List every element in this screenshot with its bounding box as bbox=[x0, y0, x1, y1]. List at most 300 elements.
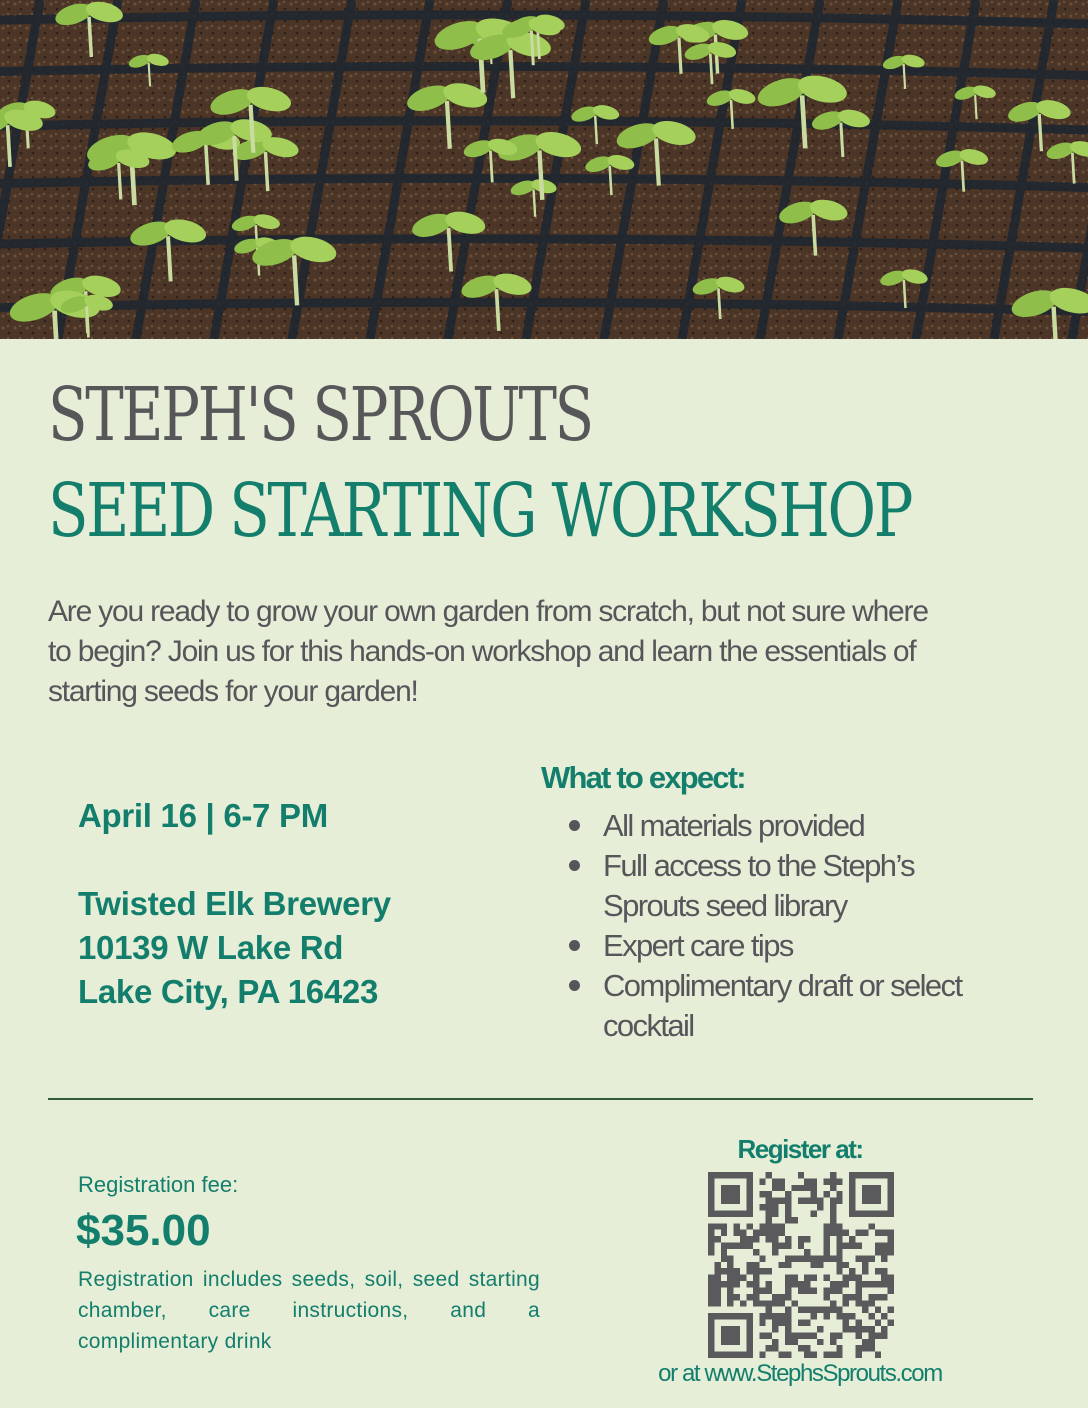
qr-module bbox=[862, 1198, 868, 1204]
qr-module bbox=[804, 1255, 810, 1261]
qr-module bbox=[766, 1230, 772, 1236]
qr-module bbox=[888, 1236, 894, 1242]
qr-module bbox=[734, 1352, 740, 1358]
qr-module bbox=[804, 1320, 810, 1326]
qr-module bbox=[868, 1300, 874, 1306]
qr-module bbox=[714, 1352, 720, 1358]
qr-module bbox=[708, 1345, 714, 1351]
qr-module bbox=[708, 1178, 714, 1184]
qr-module bbox=[849, 1243, 855, 1249]
qr-module bbox=[881, 1243, 887, 1249]
qr-module bbox=[772, 1345, 778, 1351]
qr-module bbox=[727, 1243, 733, 1249]
qr-module bbox=[881, 1249, 887, 1255]
qr-module bbox=[772, 1243, 778, 1249]
qr-module bbox=[830, 1281, 836, 1287]
qr-module bbox=[714, 1287, 720, 1293]
qr-module bbox=[746, 1339, 752, 1345]
qr-module bbox=[823, 1255, 829, 1261]
qr-module bbox=[759, 1255, 765, 1261]
qr-module bbox=[843, 1320, 849, 1326]
qr-module bbox=[785, 1320, 791, 1326]
qr-module bbox=[766, 1268, 772, 1274]
qr-module bbox=[830, 1352, 836, 1358]
qr-module bbox=[766, 1198, 772, 1204]
qr-module bbox=[804, 1178, 810, 1184]
qr-module bbox=[740, 1210, 746, 1216]
qr-module bbox=[779, 1352, 785, 1358]
qr-module bbox=[849, 1236, 855, 1242]
qr-module bbox=[875, 1243, 881, 1249]
qr-module bbox=[740, 1352, 746, 1358]
qr-module bbox=[888, 1249, 894, 1255]
qr-module bbox=[856, 1230, 862, 1236]
qr-module bbox=[862, 1230, 868, 1236]
qr-module bbox=[875, 1332, 881, 1338]
qr-module bbox=[862, 1191, 868, 1197]
qr-module bbox=[888, 1191, 894, 1197]
qr-module bbox=[881, 1230, 887, 1236]
qr-module bbox=[727, 1313, 733, 1319]
qr-module bbox=[727, 1191, 733, 1197]
qr-module bbox=[708, 1352, 714, 1358]
qr-module bbox=[811, 1185, 817, 1191]
qr-module bbox=[804, 1332, 810, 1338]
event-street: 10139 W Lake Rd bbox=[78, 929, 344, 966]
qr-module bbox=[881, 1210, 887, 1216]
qr-module bbox=[759, 1352, 765, 1358]
qr-module bbox=[868, 1339, 874, 1345]
qr-module bbox=[753, 1236, 759, 1242]
qr-module bbox=[785, 1287, 791, 1293]
qr-module bbox=[888, 1204, 894, 1210]
title-line-2: SEED STARTING WORKSHOP bbox=[48, 468, 912, 554]
qr-module bbox=[746, 1320, 752, 1326]
qr-module bbox=[785, 1313, 791, 1319]
qr-module bbox=[875, 1210, 881, 1216]
qr-module bbox=[753, 1262, 759, 1268]
qr-code-icon[interactable] bbox=[708, 1172, 894, 1358]
qr-module bbox=[727, 1255, 733, 1261]
qr-module bbox=[811, 1313, 817, 1319]
qr-module bbox=[721, 1268, 727, 1274]
fee-label: Registration fee: bbox=[78, 1172, 239, 1197]
qr-module bbox=[849, 1191, 855, 1197]
qr-module bbox=[830, 1185, 836, 1191]
qr-module bbox=[830, 1204, 836, 1210]
qr-module bbox=[727, 1287, 733, 1293]
qr-module bbox=[779, 1230, 785, 1236]
qr-module bbox=[721, 1281, 727, 1287]
qr-module bbox=[721, 1352, 727, 1358]
qr-module bbox=[830, 1178, 836, 1184]
qr-module bbox=[721, 1243, 727, 1249]
qr-module bbox=[830, 1198, 836, 1204]
qr-module bbox=[734, 1191, 740, 1197]
qr-module bbox=[843, 1313, 849, 1319]
qr-module bbox=[856, 1243, 862, 1249]
qr-module bbox=[772, 1236, 778, 1242]
qr-module bbox=[785, 1236, 791, 1242]
qr-module bbox=[888, 1172, 894, 1178]
qr-module bbox=[759, 1230, 765, 1236]
qr-module bbox=[721, 1191, 727, 1197]
qr-module bbox=[798, 1243, 804, 1249]
qr-module bbox=[856, 1332, 862, 1338]
qr-module bbox=[843, 1281, 849, 1287]
qr-module bbox=[779, 1243, 785, 1249]
qr-module bbox=[811, 1255, 817, 1261]
qr-module bbox=[759, 1223, 765, 1229]
qr-module bbox=[804, 1249, 810, 1255]
qr-module bbox=[785, 1326, 791, 1332]
qr-module bbox=[746, 1198, 752, 1204]
qr-module bbox=[766, 1307, 772, 1313]
qr-module bbox=[727, 1198, 733, 1204]
qr-module bbox=[708, 1198, 714, 1204]
qr-module bbox=[843, 1326, 849, 1332]
qr-module bbox=[823, 1313, 829, 1319]
qr-module bbox=[836, 1243, 842, 1249]
qr-module bbox=[868, 1223, 874, 1229]
qr-module bbox=[759, 1320, 765, 1326]
qr-module bbox=[708, 1243, 714, 1249]
qr-module bbox=[791, 1185, 797, 1191]
qr-module bbox=[714, 1210, 720, 1216]
qr-module bbox=[875, 1294, 881, 1300]
qr-module bbox=[849, 1172, 855, 1178]
qr-module bbox=[823, 1223, 829, 1229]
qr-module bbox=[746, 1185, 752, 1191]
qr-module bbox=[817, 1255, 823, 1261]
qr-module bbox=[708, 1287, 714, 1293]
qr-module bbox=[785, 1262, 791, 1268]
qr-module bbox=[875, 1307, 881, 1313]
qr-module bbox=[804, 1345, 810, 1351]
qr-module bbox=[708, 1230, 714, 1236]
qr-module bbox=[727, 1300, 733, 1306]
qr-module bbox=[843, 1262, 849, 1268]
qr-module bbox=[875, 1185, 881, 1191]
qr-module bbox=[856, 1210, 862, 1216]
qr-module bbox=[804, 1236, 810, 1242]
expect-list bbox=[566, 806, 1006, 1046]
qr-module bbox=[766, 1236, 772, 1242]
qr-module bbox=[791, 1275, 797, 1281]
qr-module bbox=[708, 1326, 714, 1332]
qr-module bbox=[746, 1210, 752, 1216]
qr-module bbox=[708, 1294, 714, 1300]
qr-module bbox=[727, 1275, 733, 1281]
qr-module bbox=[862, 1300, 868, 1306]
expect-heading: What to expect: bbox=[541, 760, 745, 795]
qr-module bbox=[830, 1230, 836, 1236]
qr-module bbox=[727, 1339, 733, 1345]
qr-module bbox=[721, 1185, 727, 1191]
qr-module bbox=[888, 1320, 894, 1326]
qr-module bbox=[734, 1281, 740, 1287]
event-date-time: April 16 | 6-7 PM bbox=[78, 797, 328, 834]
qr-module bbox=[734, 1243, 740, 1249]
qr-module bbox=[868, 1185, 874, 1191]
qr-module bbox=[766, 1172, 772, 1178]
qr-module bbox=[727, 1262, 733, 1268]
qr-module bbox=[779, 1198, 785, 1204]
qr-module bbox=[791, 1217, 797, 1223]
qr-module bbox=[740, 1300, 746, 1306]
qr-module bbox=[836, 1313, 842, 1319]
qr-module bbox=[746, 1313, 752, 1319]
qr-module bbox=[823, 1249, 829, 1255]
qr-module bbox=[779, 1262, 785, 1268]
qr-module bbox=[727, 1281, 733, 1287]
qr-module bbox=[721, 1223, 727, 1229]
qr-module bbox=[759, 1268, 765, 1274]
qr-module bbox=[868, 1198, 874, 1204]
qr-module bbox=[868, 1345, 874, 1351]
qr-module bbox=[779, 1294, 785, 1300]
qr-module bbox=[740, 1172, 746, 1178]
qr-module bbox=[875, 1249, 881, 1255]
qr-module bbox=[772, 1230, 778, 1236]
qr-module bbox=[804, 1287, 810, 1293]
qr-module bbox=[785, 1332, 791, 1338]
bullet-icon bbox=[569, 980, 580, 991]
qr-module bbox=[791, 1339, 797, 1345]
qr-module bbox=[830, 1307, 836, 1313]
website-link[interactable]: or at www.StephsSprouts.com bbox=[658, 1360, 942, 1387]
qr-module bbox=[798, 1185, 804, 1191]
qr-module bbox=[798, 1172, 804, 1178]
qr-module bbox=[843, 1243, 849, 1249]
qr-module bbox=[817, 1204, 823, 1210]
qr-module bbox=[746, 1268, 752, 1274]
qr-module bbox=[779, 1300, 785, 1306]
qr-module bbox=[856, 1352, 862, 1358]
qr-module bbox=[836, 1198, 842, 1204]
qr-module bbox=[791, 1281, 797, 1287]
seedling-tray-illustration bbox=[0, 0, 1088, 339]
qr-module bbox=[856, 1326, 862, 1332]
qr-module bbox=[721, 1210, 727, 1216]
qr-module bbox=[888, 1281, 894, 1287]
qr-module bbox=[881, 1172, 887, 1178]
qr-module bbox=[817, 1262, 823, 1268]
qr-module bbox=[734, 1198, 740, 1204]
list-item: Expert care tips bbox=[566, 926, 1006, 966]
qr-module bbox=[868, 1255, 874, 1261]
qr-module bbox=[759, 1332, 765, 1338]
qr-module bbox=[862, 1345, 868, 1351]
qr-module bbox=[746, 1294, 752, 1300]
qr-module bbox=[875, 1281, 881, 1287]
qr-module bbox=[811, 1178, 817, 1184]
qr-module bbox=[830, 1332, 836, 1338]
qr-module bbox=[734, 1339, 740, 1345]
qr-module bbox=[714, 1262, 720, 1268]
qr-module bbox=[798, 1332, 804, 1338]
qr-module bbox=[721, 1339, 727, 1345]
qr-module bbox=[817, 1307, 823, 1313]
qr-module bbox=[823, 1178, 829, 1184]
list-item: Full access to the Steph’s Sprouts seed library bbox=[566, 846, 1006, 926]
qr-module bbox=[740, 1313, 746, 1319]
qr-module bbox=[727, 1326, 733, 1332]
qr-module bbox=[772, 1300, 778, 1306]
qr-module bbox=[849, 1204, 855, 1210]
qr-module bbox=[714, 1172, 720, 1178]
qr-module bbox=[766, 1204, 772, 1210]
list-item: Complimentary draft or select cocktail bbox=[566, 966, 1006, 1046]
qr-module bbox=[708, 1339, 714, 1345]
qr-module bbox=[843, 1275, 849, 1281]
qr-module bbox=[862, 1262, 868, 1268]
fee-note: Registration includes seeds, soil, seed starting chamber, care instructions, and a complimentary drink bbox=[78, 1268, 540, 1353]
qr-module bbox=[875, 1320, 881, 1326]
fee-amount: $35.00 bbox=[76, 1206, 211, 1255]
qr-module bbox=[881, 1275, 887, 1281]
event-city: Lake City, PA 16423 bbox=[78, 973, 379, 1010]
qr-module bbox=[772, 1223, 778, 1229]
hero-image bbox=[0, 0, 1088, 339]
qr-module bbox=[868, 1294, 874, 1300]
qr-module bbox=[785, 1294, 791, 1300]
qr-module bbox=[811, 1307, 817, 1313]
qr-module bbox=[881, 1255, 887, 1261]
qr-module bbox=[727, 1332, 733, 1338]
qr-module bbox=[875, 1198, 881, 1204]
qr-module bbox=[772, 1210, 778, 1216]
qr-module bbox=[888, 1185, 894, 1191]
qr-module bbox=[740, 1243, 746, 1249]
qr-module bbox=[785, 1281, 791, 1287]
qr-module bbox=[779, 1185, 785, 1191]
qr-module bbox=[734, 1210, 740, 1216]
qr-module bbox=[772, 1326, 778, 1332]
qr-module bbox=[727, 1185, 733, 1191]
qr-module bbox=[753, 1249, 759, 1255]
qr-module bbox=[862, 1185, 868, 1191]
qr-module bbox=[836, 1345, 842, 1351]
qr-module bbox=[811, 1275, 817, 1281]
qr-module bbox=[836, 1268, 842, 1274]
qr-module bbox=[708, 1185, 714, 1191]
qr-module bbox=[740, 1236, 746, 1242]
qr-module bbox=[888, 1230, 894, 1236]
qr-module bbox=[734, 1326, 740, 1332]
qr-module bbox=[798, 1307, 804, 1313]
qr-module bbox=[746, 1243, 752, 1249]
qr-module bbox=[766, 1287, 772, 1293]
qr-module bbox=[721, 1172, 727, 1178]
qr-module bbox=[714, 1275, 720, 1281]
qr-module bbox=[811, 1287, 817, 1293]
qr-module bbox=[862, 1255, 868, 1261]
qr-module bbox=[740, 1230, 746, 1236]
qr-module bbox=[772, 1320, 778, 1326]
qr-module bbox=[823, 1275, 829, 1281]
qr-module bbox=[746, 1352, 752, 1358]
qr-module bbox=[766, 1191, 772, 1197]
qr-module bbox=[721, 1332, 727, 1338]
qr-module bbox=[836, 1236, 842, 1242]
qr-module bbox=[721, 1230, 727, 1236]
qr-module bbox=[804, 1275, 810, 1281]
qr-module bbox=[708, 1204, 714, 1210]
qr-module bbox=[753, 1300, 759, 1306]
qr-module bbox=[721, 1249, 727, 1255]
qr-module bbox=[785, 1191, 791, 1197]
qr-module bbox=[727, 1172, 733, 1178]
qr-module bbox=[746, 1326, 752, 1332]
qr-module bbox=[836, 1281, 842, 1287]
qr-module bbox=[881, 1313, 887, 1319]
qr-module bbox=[772, 1294, 778, 1300]
qr-module bbox=[888, 1307, 894, 1313]
qr-module bbox=[708, 1191, 714, 1197]
qr-module bbox=[823, 1294, 829, 1300]
qr-module bbox=[888, 1210, 894, 1216]
qr-module bbox=[721, 1326, 727, 1332]
qr-module bbox=[849, 1178, 855, 1184]
qr-module bbox=[753, 1294, 759, 1300]
qr-module bbox=[708, 1210, 714, 1216]
qr-module bbox=[714, 1223, 720, 1229]
qr-module bbox=[785, 1339, 791, 1345]
qr-module bbox=[881, 1268, 887, 1274]
qr-module bbox=[881, 1281, 887, 1287]
qr-module bbox=[868, 1326, 874, 1332]
qr-module bbox=[849, 1198, 855, 1204]
qr-module bbox=[856, 1281, 862, 1287]
qr-module bbox=[753, 1287, 759, 1293]
qr-module bbox=[727, 1352, 733, 1358]
qr-module bbox=[779, 1320, 785, 1326]
qr-module bbox=[708, 1320, 714, 1326]
qr-module bbox=[714, 1281, 720, 1287]
qr-module bbox=[823, 1230, 829, 1236]
qr-module bbox=[708, 1172, 714, 1178]
qr-module bbox=[785, 1198, 791, 1204]
qr-module bbox=[746, 1223, 752, 1229]
qr-module bbox=[753, 1275, 759, 1281]
qr-module bbox=[785, 1210, 791, 1216]
qr-module bbox=[753, 1268, 759, 1274]
qr-module bbox=[779, 1313, 785, 1319]
qr-module bbox=[759, 1287, 765, 1293]
qr-module bbox=[823, 1287, 829, 1293]
qr-module bbox=[888, 1243, 894, 1249]
qr-module bbox=[888, 1198, 894, 1204]
qr-module bbox=[714, 1268, 720, 1274]
qr-module bbox=[734, 1313, 740, 1319]
qr-module bbox=[804, 1198, 810, 1204]
qr-module bbox=[836, 1191, 842, 1197]
qr-module bbox=[868, 1281, 874, 1287]
qr-module bbox=[856, 1320, 862, 1326]
qr-module bbox=[708, 1275, 714, 1281]
qr-module bbox=[734, 1294, 740, 1300]
qr-module bbox=[804, 1281, 810, 1287]
qr-module bbox=[836, 1249, 842, 1255]
qr-module bbox=[785, 1217, 791, 1223]
qr-module bbox=[785, 1255, 791, 1261]
qr-module bbox=[791, 1300, 797, 1306]
qr-module bbox=[734, 1275, 740, 1281]
qr-module bbox=[766, 1223, 772, 1229]
qr-module bbox=[746, 1345, 752, 1351]
qr-module bbox=[849, 1268, 855, 1274]
